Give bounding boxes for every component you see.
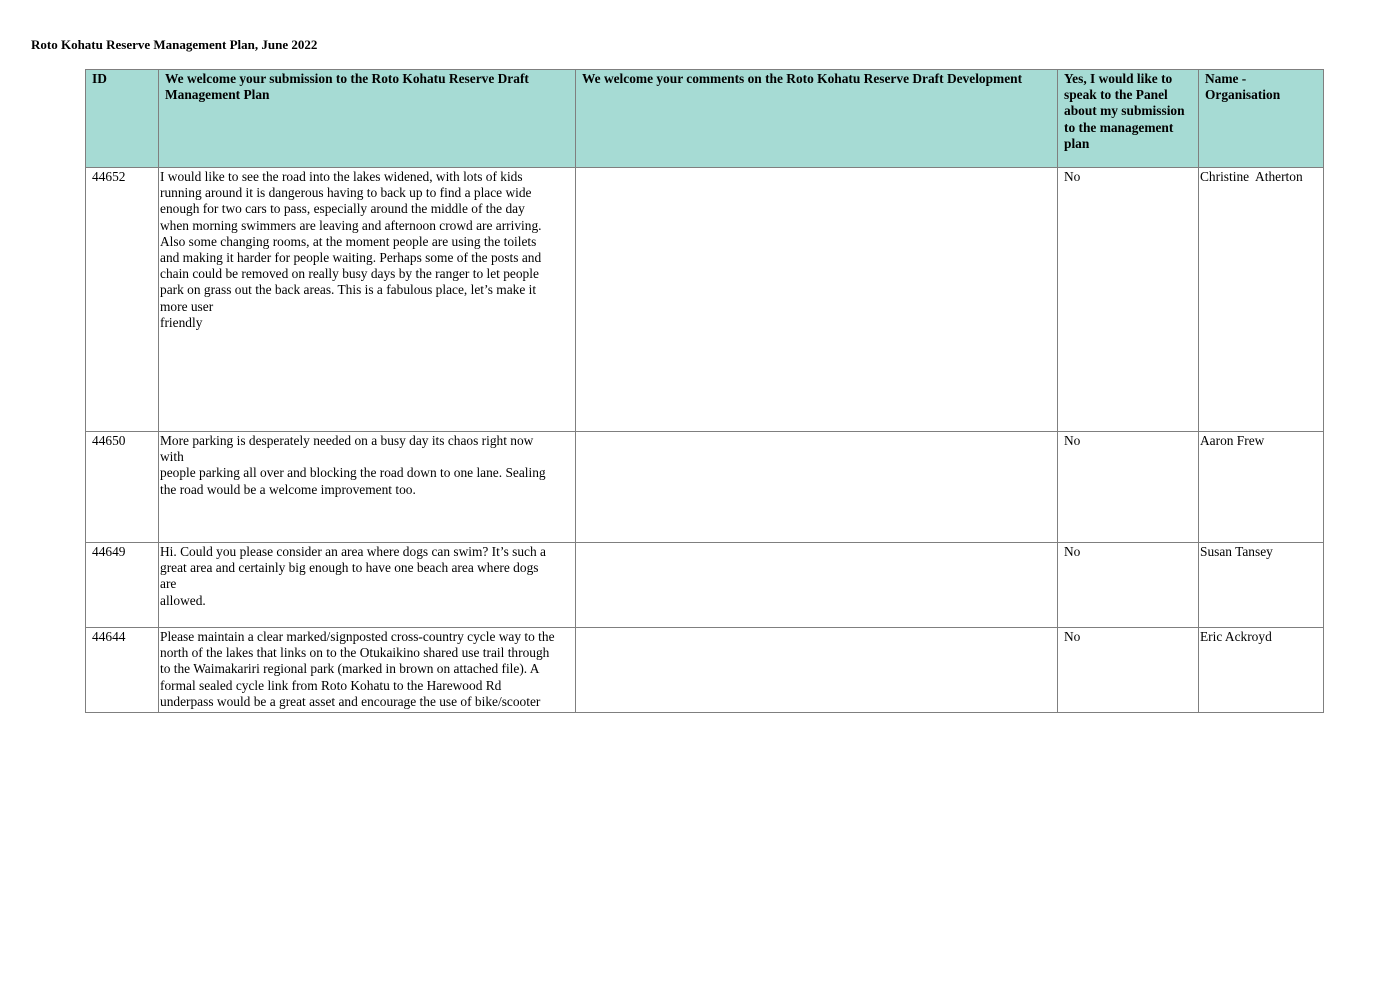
cell-speak: No [1058, 628, 1199, 713]
cell-comments [576, 432, 1058, 543]
table-row [86, 432, 1324, 543]
header-comments: We welcome your comments on the Roto Kohatu Reserve Draft Development [576, 70, 1058, 168]
table-header-row [86, 70, 1324, 168]
header-id: ID [86, 70, 159, 168]
cell-name: Christine Atherton [1199, 168, 1324, 432]
cell-id: 44644 [86, 628, 159, 713]
cell-speak: No [1058, 168, 1199, 432]
cell-submission: Hi. Could you please consider an area where dogs can swim? It’s such a great area and certainly big enough to have one beach area where dogs are allowed. [159, 543, 576, 628]
submissions-table [85, 69, 1324, 713]
cell-name: Eric Ackroyd [1199, 628, 1324, 713]
header-speak-to-panel: Yes, I would like to speak to the Panel about my submission to the management plan [1058, 70, 1199, 168]
cell-comments [576, 543, 1058, 628]
cell-speak: No [1058, 432, 1199, 543]
document-title: Roto Kohatu Reserve Management Plan, June 2022 [31, 37, 318, 52]
cell-submission: Please maintain a clear marked/signposted cross-country cycle way to the north of the lakes that links on to the Otukaikino shared use trail through to the Waimakariri regional park (marked in brown on attached file). A formal sealed cycle link from Roto Kohatu to the Harewood Rd underpass would be a great asset and encourage the use of bike/scooter [159, 628, 576, 713]
cell-speak: No [1058, 543, 1199, 628]
cell-name: Aaron Frew [1199, 432, 1324, 543]
table-row [86, 543, 1324, 628]
header-submission: We welcome your submission to the Roto Kohatu Reserve Draft Management Plan [159, 70, 576, 168]
cell-submission: I would like to see the road into the lakes widened, with lots of kids running around it is dangerous having to back up to find a place wide enough for two cars to pass, especially around the middle of the day when morning swimmers are leaving and afternoon crowd are arriving. Also some changing rooms, at the moment people are using the toilets and making it harder for people waiting. Perhaps some of the posts and chain could be removed on really busy days by the ranger to let people park on grass out the back areas. This is a fabulous place, let’s make it more user friendly [159, 168, 576, 432]
header-name-organisation: Name - Organisation [1199, 70, 1324, 168]
cell-comments [576, 628, 1058, 713]
cell-name: Susan Tansey [1199, 543, 1324, 628]
table-row [86, 628, 1324, 713]
cell-comments [576, 168, 1058, 432]
cell-id: 44650 [86, 432, 159, 543]
table-row [86, 168, 1324, 432]
cell-id: 44652 [86, 168, 159, 432]
cell-id: 44649 [86, 543, 159, 628]
cell-submission: More parking is desperately needed on a busy day its chaos right now with people parking all over and blocking the road down to one lane. Sealing the road would be a welcome improvement too. [159, 432, 576, 543]
